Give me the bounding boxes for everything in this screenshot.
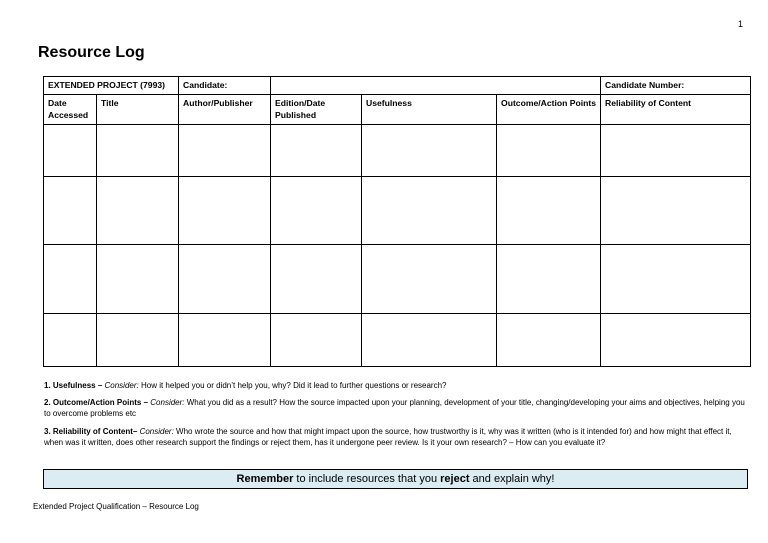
- table-row: [44, 177, 751, 245]
- table-cell[interactable]: [179, 245, 271, 314]
- column-header-outcome: Outcome/Action Points: [497, 95, 601, 125]
- table-cell[interactable]: [271, 125, 362, 177]
- note-heading: Reliability of Content: [52, 427, 133, 436]
- note-number: 2.: [44, 398, 51, 407]
- table-cell[interactable]: [44, 314, 97, 367]
- note-reliability: [44, 426, 749, 448]
- note-consider: Consider:: [104, 381, 139, 390]
- candidate-number-label: Candidate Number:: [601, 77, 751, 95]
- table-cell[interactable]: [497, 314, 601, 367]
- note-text: How it helped you or didn’t help you, why? Did it lead to further questions or research?: [138, 381, 447, 390]
- table-row: [44, 314, 751, 367]
- table-cell[interactable]: [271, 177, 362, 245]
- page-title: Resource Log: [38, 44, 145, 61]
- table-cell[interactable]: [44, 125, 97, 177]
- candidate-name-field[interactable]: [271, 77, 601, 95]
- table-cell[interactable]: [179, 125, 271, 177]
- table-cell[interactable]: [44, 245, 97, 314]
- banner-text-2: and explain why!: [469, 473, 555, 485]
- table-cell[interactable]: [601, 245, 751, 314]
- note-consider: Consider:: [150, 398, 185, 407]
- table-cell[interactable]: [271, 245, 362, 314]
- page-footer: Extended Project Qualification – Resource Log: [33, 502, 199, 511]
- note-separator: –: [141, 398, 151, 407]
- table-cell[interactable]: [362, 177, 497, 245]
- table-row: [44, 125, 751, 177]
- table-cell[interactable]: [497, 177, 601, 245]
- table-cell[interactable]: [97, 314, 179, 367]
- note-number: 3.: [44, 427, 51, 436]
- note-usefulness: [44, 380, 749, 391]
- table-row: [44, 245, 751, 314]
- reminder-banner: [43, 469, 748, 489]
- table-cell[interactable]: [271, 314, 362, 367]
- column-header-date-accessed: Date Accessed: [44, 95, 97, 125]
- table-cell[interactable]: [44, 177, 97, 245]
- table-cell[interactable]: [179, 314, 271, 367]
- resource-log-table: [43, 76, 751, 367]
- table-cell[interactable]: [97, 125, 179, 177]
- page-number: 1: [738, 19, 744, 29]
- note-separator: –: [95, 381, 105, 390]
- candidate-label: Candidate:: [179, 77, 271, 95]
- note-outcome: [44, 397, 749, 419]
- note-separator: –: [132, 427, 140, 436]
- table-cell[interactable]: [362, 125, 497, 177]
- note-text: What you did as a result? How the source impacted upon your planning, development of your title, changing/developing your aims and objectives, helping you to overcome problems etc: [44, 398, 745, 418]
- table-cell[interactable]: [97, 177, 179, 245]
- note-heading: Outcome/Action Points: [52, 398, 142, 407]
- note-number: 1.: [44, 381, 51, 390]
- table-cell[interactable]: [601, 177, 751, 245]
- table-cell[interactable]: [362, 314, 497, 367]
- column-header-edition-date: Edition/Date Published: [271, 95, 362, 125]
- table-cell[interactable]: [97, 245, 179, 314]
- table-cell[interactable]: [601, 314, 751, 367]
- table-cell[interactable]: [362, 245, 497, 314]
- note-consider: Consider:: [139, 427, 174, 436]
- table-cell[interactable]: [601, 125, 751, 177]
- banner-remember: Remember: [236, 473, 294, 485]
- column-header-reliability: Reliability of Content: [601, 95, 751, 125]
- table-cell[interactable]: [497, 125, 601, 177]
- column-header-row: [44, 95, 751, 125]
- column-header-title: Title: [97, 95, 179, 125]
- table-cell[interactable]: [497, 245, 601, 314]
- column-header-author-publisher: Author/Publisher: [179, 95, 271, 125]
- banner-text-1: to include resources that you: [293, 473, 441, 485]
- table-header-row: [44, 77, 751, 95]
- note-heading: Usefulness: [52, 381, 96, 390]
- column-header-usefulness: Usefulness: [362, 95, 497, 125]
- note-text: Who wrote the source and how that might impact upon the source, how trustworthy is it, why was it written (who is it intended for) and how might that effect it, when was it written, does other research support the findings or reject them, has it undergone peer review. Is it your own research? – How can you evaluate it?: [44, 427, 732, 447]
- project-code-cell: EXTENDED PROJECT (7993): [44, 77, 179, 95]
- banner-reject: reject: [440, 473, 470, 485]
- table-cell[interactable]: [179, 177, 271, 245]
